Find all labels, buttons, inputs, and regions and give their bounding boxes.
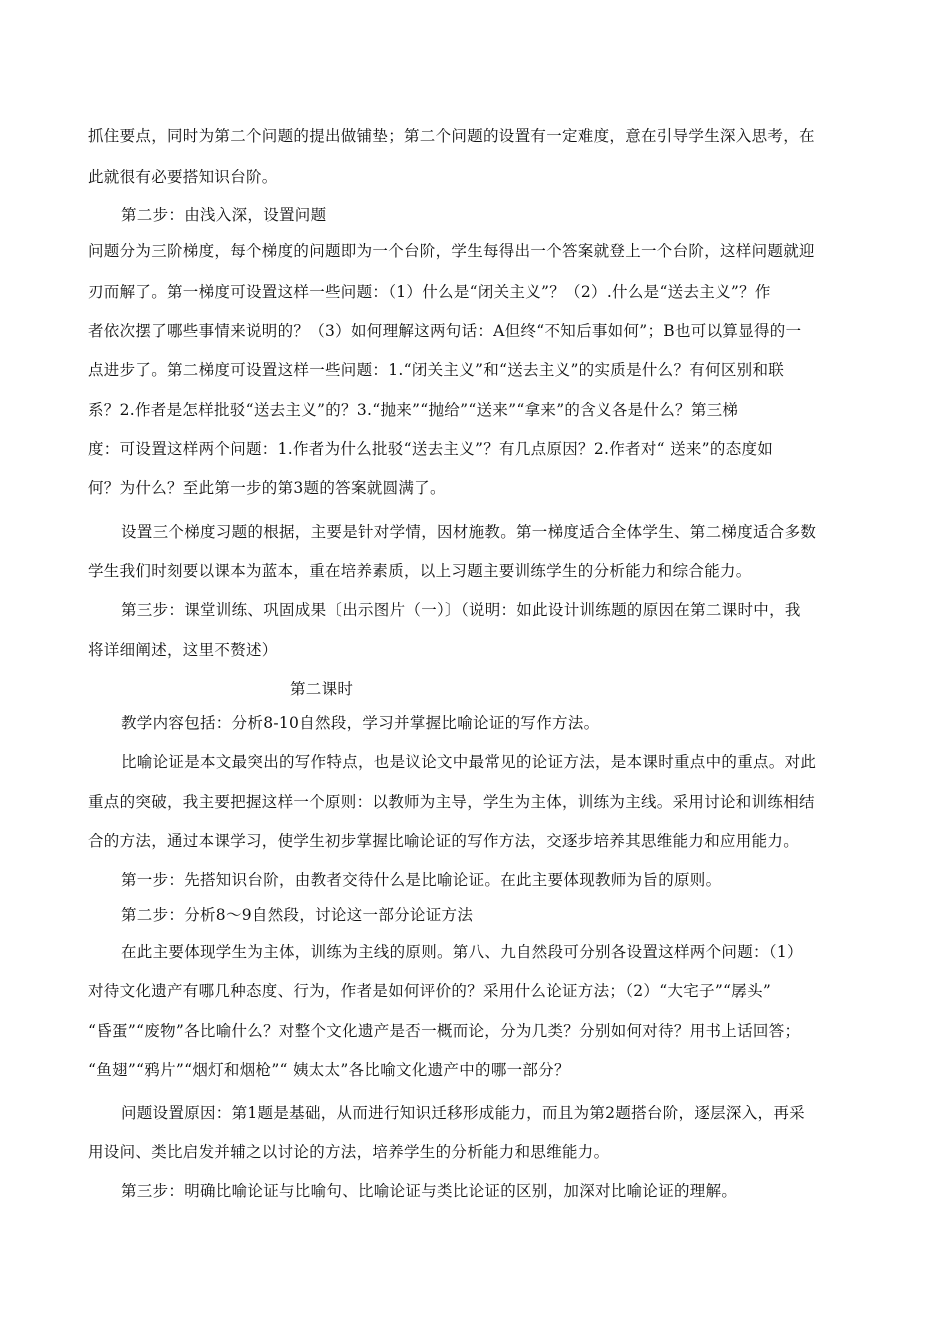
paragraph-line: 问题设置原因：第1题是基础，从而进行知识迁移形成能力，而且为第2题搭台阶，逐层深入，再采 <box>121 1104 805 1122</box>
paragraph-line: 此就很有必要搭知识台阶。 <box>88 168 278 186</box>
paragraph-line: 问题分为三阶梯度，每个梯度的问题即为一个台阶，学生每得出一个答案就登上一个台阶，这样问题就迎 <box>88 242 815 260</box>
paragraph-line: 设置三个梯度习题的根据，主要是针对学情，因材施教。第一梯度适合全体学生、第二梯度适合多数 <box>121 523 817 541</box>
paragraph-line: 点进步了。第二梯度可设置这样一些问题：1.“闭关主义”和“送去主义”的实质是什么？有何区别和联 <box>88 361 785 379</box>
paragraph-line: 将详细阐述，这里不赘述） <box>88 641 278 659</box>
paragraph-line: 重点的突破，我主要把握这样一个原则：以教师为主导，学生为主体，训练为主线。采用讨论和训练相结 <box>88 793 815 811</box>
paragraph-line: 在此主要体现学生为主体，训练为主线的原则。第八、九自然段可分别各设置这样两个问题：（1） <box>121 943 803 961</box>
step-heading: 第二步：分析8～9自然段，讨论这一部分论证方法 <box>121 906 474 924</box>
paragraph-line: 教学内容包括：分析8-10自然段，学习并掌握比喻论证的写作方法。 <box>121 714 600 732</box>
paragraph-line: 度：可设置这样两个问题：1.作者为什么批驳“送去主义”？有几点原因？2.作者对“ 送来”的态度如 <box>88 440 774 458</box>
paragraph-line: 系？2.作者是怎样批驳“送去主义”的？3.“抛来”“抛给”“送来”“拿来”的含义各是什么？第三梯 <box>88 401 739 419</box>
section-title: 第二课时 <box>290 680 354 698</box>
paragraph-line: 何？为什么？至此第一步的第3题的答案就圆满了。 <box>88 479 446 497</box>
step-heading: 第一步：先搭知识台阶，由教者交待什么是比喻论证。在此主要体现教师为旨的原则。 <box>121 871 722 889</box>
paragraph-line: 抓住要点，同时为第二个问题的提出做铺垫；第二个问题的设置有一定难度，意在引导学生深入思考，在 <box>88 127 815 145</box>
paragraph-line: 者依次摆了哪些事情来说明的？（3）如何理解这两句话：A但终“不知后事如何”；B也可以算显得的一 <box>88 322 802 340</box>
paragraph-line: 对待文化遗产有哪几种态度、行为，作者是如何评价的？采用什么论证方法；（2）“大宅子”“孱头” <box>88 982 772 1000</box>
paragraph-line: 合的方法，通过本课学习，使学生初步掌握比喻论证的写作方法，交逐步培养其思维能力和应用能力。 <box>88 832 800 850</box>
paragraph-line: “鱼翅”“鸦片”“烟灯和烟枪”“ 姨太太”各比喻文化遗产中的哪一部分？ <box>88 1061 570 1079</box>
step-heading: 第三步：课堂训练、巩固成果〔出示图片（一）〕（说明：如此设计训练题的原因在第二课时中，我 <box>121 601 801 619</box>
paragraph-line: 比喻论证是本文最突出的写作特点，也是议论文中最常见的论证方法，是本课时重点中的重点。对此 <box>121 753 817 771</box>
paragraph-line: 刃而解了。第一梯度可设置这样一些问题：（1）什么是“闭关主义”？（2）.什么是“送去主义”？作 <box>88 283 771 301</box>
step-heading: 第二步：由浅入深，设置问题 <box>121 206 327 224</box>
step-heading: 第三步：明确比喻论证与比喻句、比喻论证与类比论证的区别，加深对比喻论证的理解。 <box>121 1182 738 1200</box>
paragraph-line: “昏蛋”“废物”各比喻什么？对整个文化遗产是否一概而论，分为几类？分别如何对待？用书上话回答； <box>88 1022 801 1040</box>
paragraph-line: 学生我们时刻要以课本为蓝本，重在培养素质，以上习题主要训练学生的分析能力和综合能力。 <box>88 562 752 580</box>
paragraph-line: 用设问、类比启发并辅之以讨论的方法，培养学生的分析能力和思维能力。 <box>88 1143 610 1161</box>
